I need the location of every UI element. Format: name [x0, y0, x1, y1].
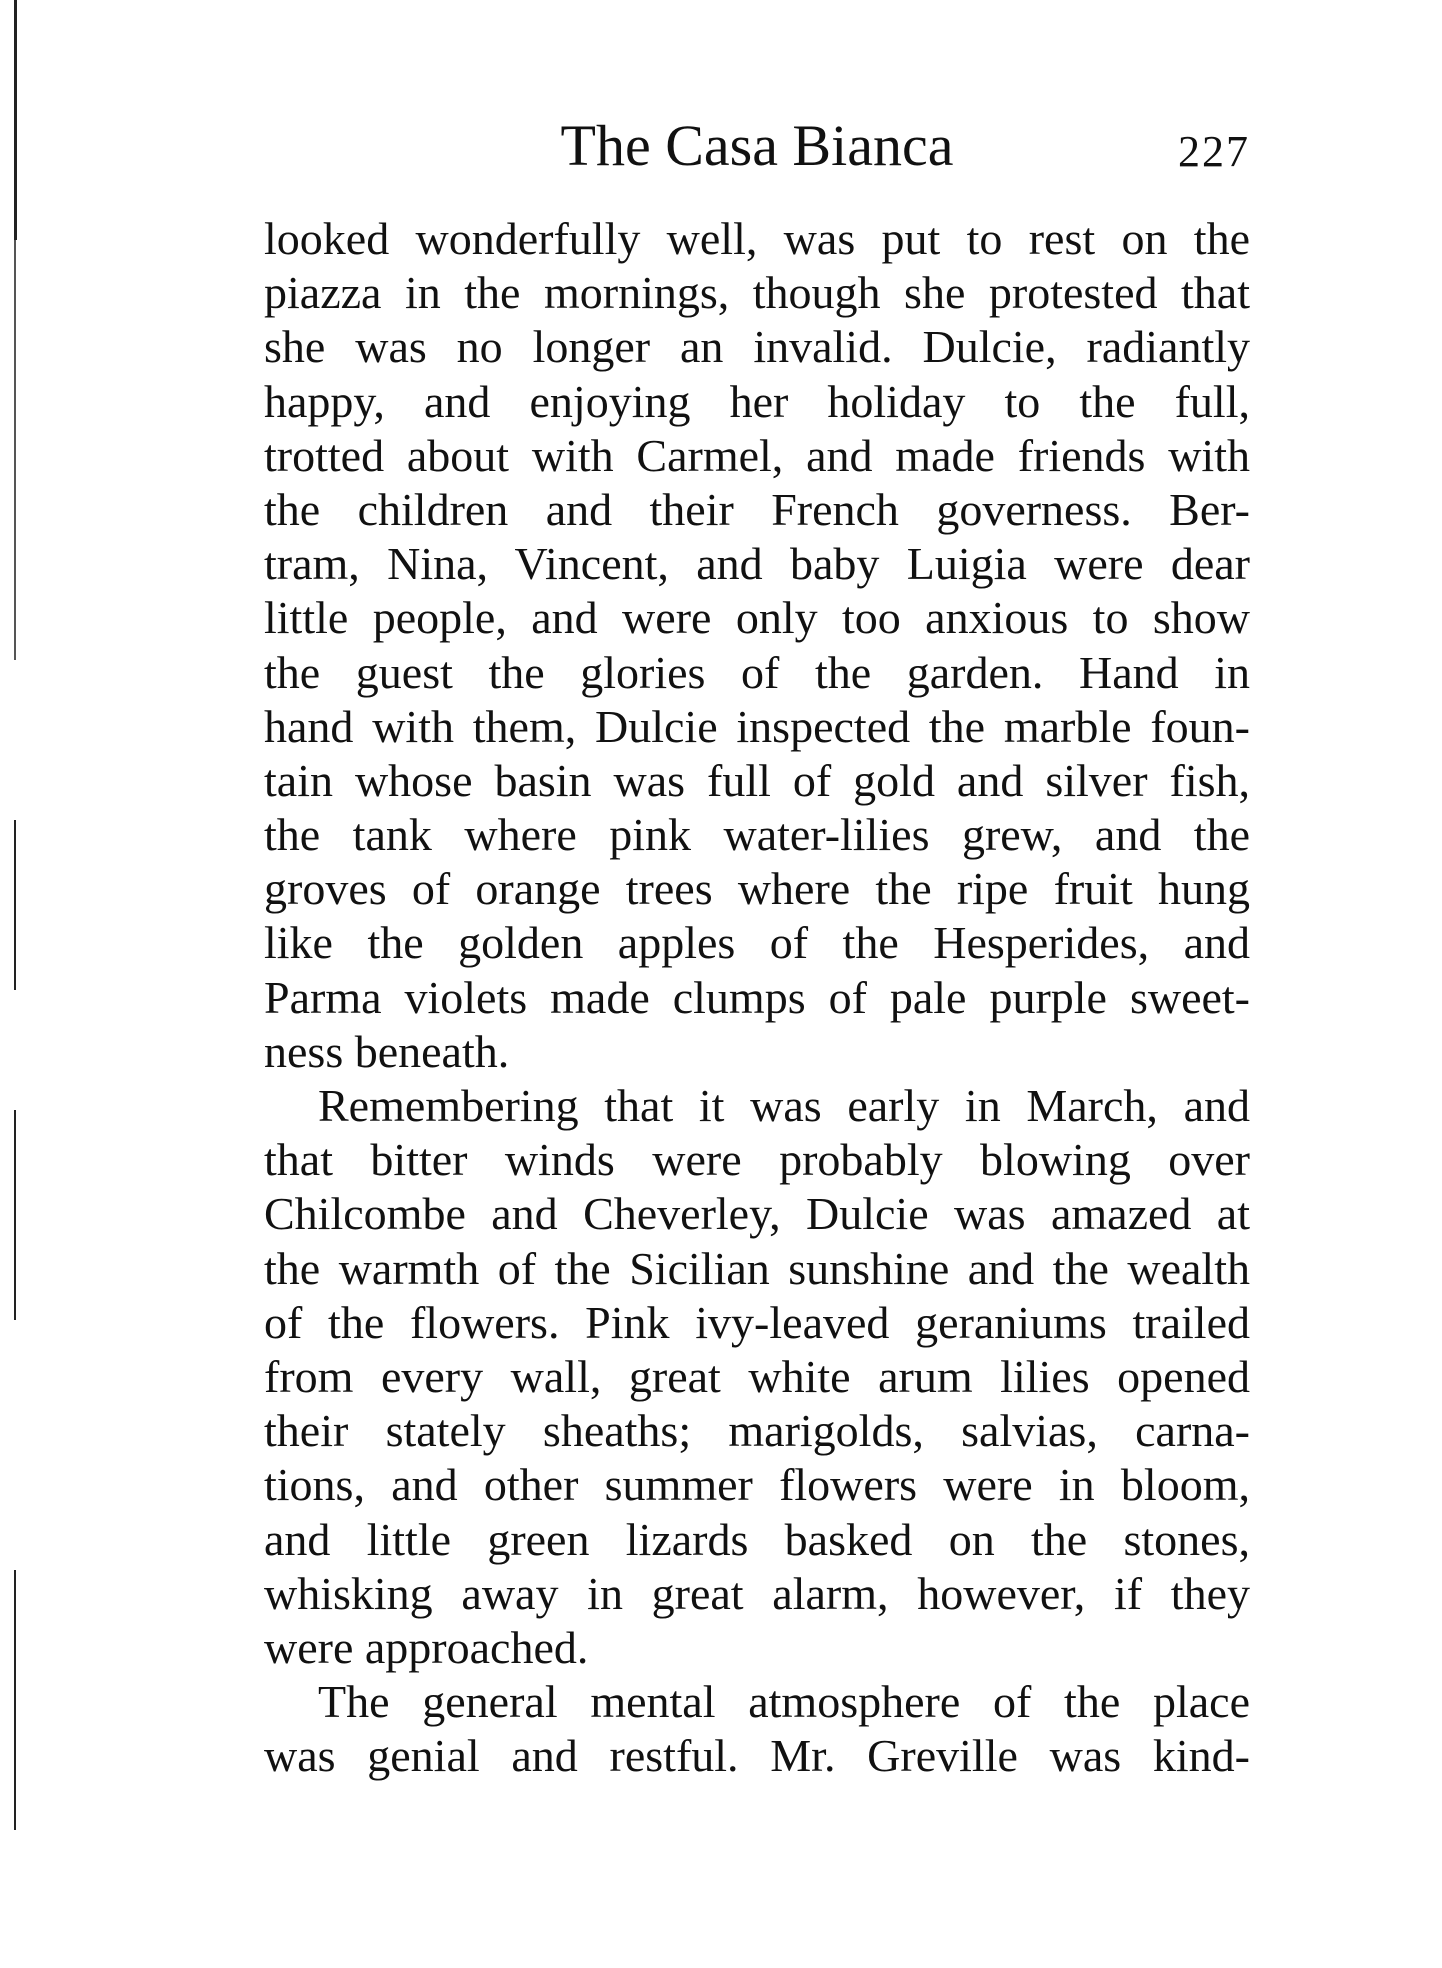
text-line: tions, and other summer flowers were in bloom, — [264, 1459, 1250, 1511]
text-line: tram, Nina, Vincent, and baby Luigia were dear — [264, 538, 1250, 590]
text-line: Parma violets made clumps of pale purple sweet- — [264, 971, 1250, 1023]
paragraph — [264, 212, 1250, 1079]
scan-edge-line — [14, 1570, 16, 1830]
text-line: Remembering that it was early in March, and — [318, 1080, 1250, 1131]
text-line: trotted about with Carmel, and made friends with — [264, 429, 1250, 481]
text-line: and little green lizards basked on the stones, — [264, 1513, 1250, 1565]
text-line: little people, and were only too anxious to show — [264, 592, 1250, 644]
page-number: 227 — [1178, 127, 1250, 176]
text-line: she was no longer an invalid. Dulcie, radiantly — [264, 321, 1250, 373]
text-line: Chilcombe and Cheverley, Dulcie was amazed at — [264, 1188, 1250, 1240]
text-line: ness beneath. — [264, 1025, 510, 1077]
text-line: tain whose basin was full of gold and silver fish, — [264, 754, 1250, 806]
running-header — [264, 112, 1250, 182]
paragraph — [264, 1675, 1250, 1783]
text-line: was genial and restful. Mr. Greville was kind- — [264, 1730, 1250, 1782]
scan-edge-line — [14, 0, 17, 240]
text-line: of the flowers. Pink ivy-leaved geraniums trailed — [264, 1296, 1250, 1348]
text-line: happy, and enjoying her holiday to the full, — [264, 375, 1250, 427]
text-line: groves of orange trees where the ripe fruit hung — [264, 863, 1250, 915]
scan-edge-line — [14, 1110, 16, 1320]
text-line: The general mental atmosphere of the place — [318, 1676, 1250, 1728]
text-line: whisking away in great alarm, however, if they — [264, 1567, 1250, 1619]
text-line: their stately sheaths; marigolds, salvias, carna- — [264, 1405, 1250, 1457]
text-line: that bitter winds were probably blowing over — [264, 1134, 1250, 1186]
running-title: The Casa Bianca — [560, 113, 954, 178]
text-line: the tank where pink water-lilies grew, and the — [264, 809, 1250, 861]
text-line: hand with them, Dulcie inspected the marble foun- — [264, 700, 1250, 752]
text-line: looked wonderfully well, was put to rest on the — [264, 213, 1250, 264]
text-line: piazza in the mornings, though she protested that — [264, 267, 1250, 319]
text-line: were approached. — [264, 1621, 589, 1673]
text-line: like the golden apples of the Hesperides, and — [264, 917, 1250, 969]
text-line: the guest the glories of the garden. Hand in — [264, 646, 1250, 698]
text-line: from every wall, great white arum lilies opened — [264, 1350, 1250, 1402]
scan-edge-line — [14, 240, 16, 660]
text-line: the warmth of the Sicilian sunshine and the wealth — [264, 1242, 1250, 1294]
paragraph — [264, 1079, 1250, 1675]
scan-edge-line — [14, 820, 16, 990]
text-line: the children and their French governess. Ber- — [264, 483, 1250, 535]
page-body-text — [264, 212, 1250, 1783]
